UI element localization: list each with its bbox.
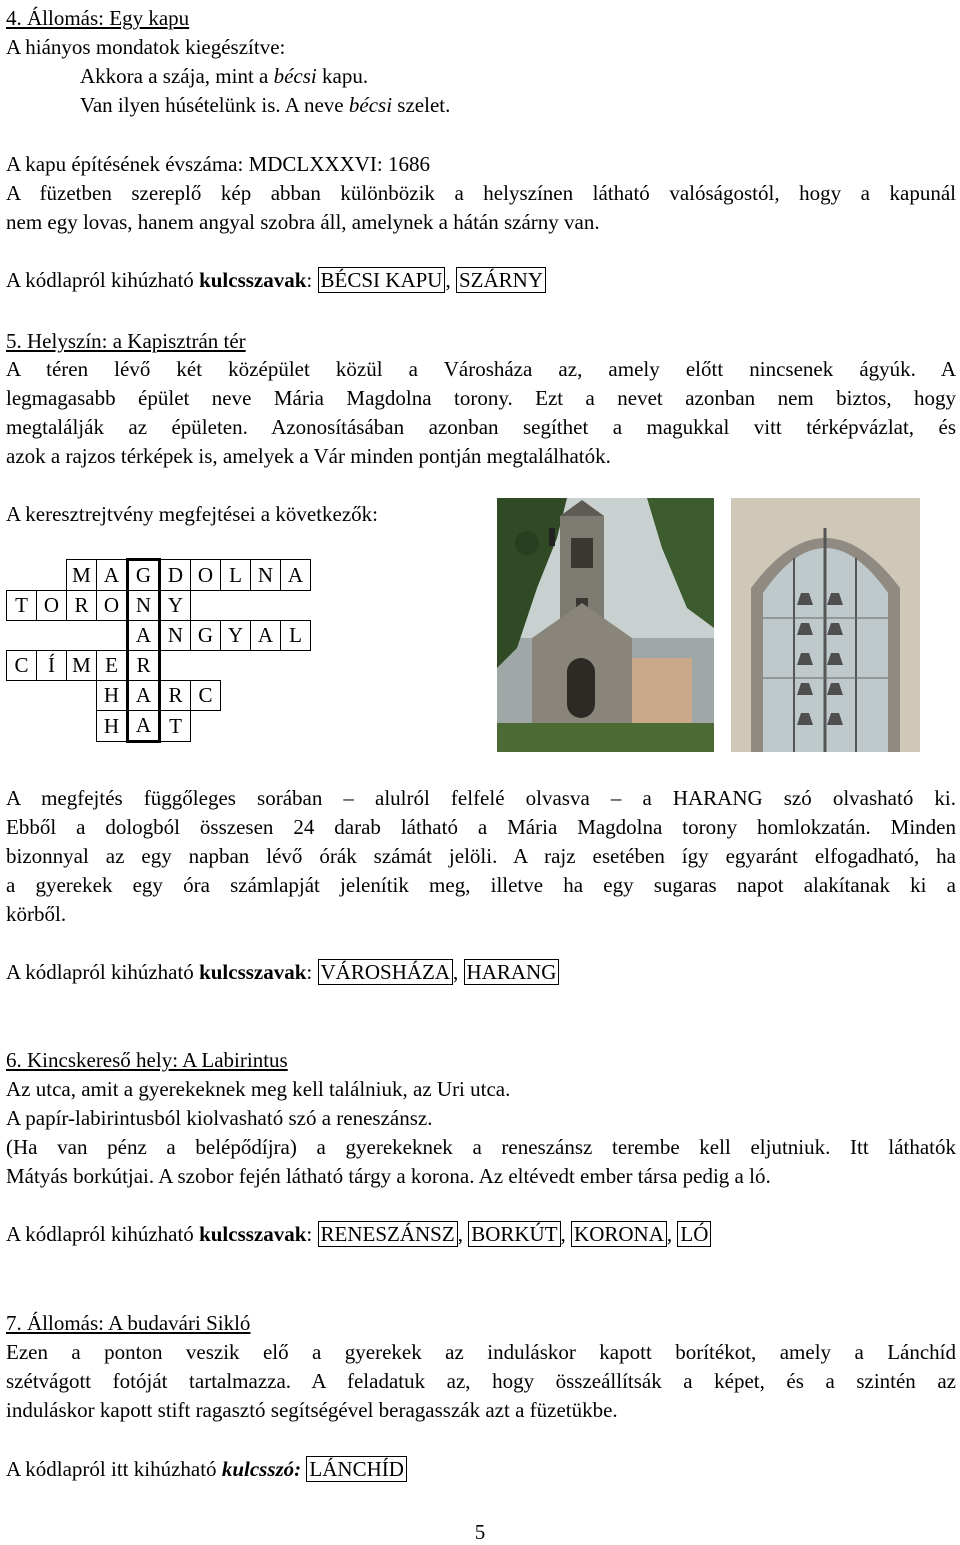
crossword-cell: N: [160, 621, 191, 651]
paragraph-line: szétvágott fotóját tartalmazza. A feladatuk az, hogy összeállítsák a képet, és a szintén az: [6, 1369, 956, 1393]
crossword-cell: O: [37, 591, 67, 621]
crossword-cell: O: [97, 591, 128, 621]
crossword-cell: R: [160, 681, 191, 711]
section-4-intro: A hiányos mondatok kiegészítve:: [6, 35, 286, 59]
crossword-empty: [37, 621, 67, 651]
crossword-empty: [37, 681, 67, 711]
paragraph-line: bizonnyal az egy napban lévő órák számát jelöli. A rajz esetében így egyaránt elfogadható, ha: [6, 844, 956, 868]
crossword-empty: [221, 591, 251, 621]
crossword-empty: [311, 681, 341, 711]
crossword-empty: [160, 651, 191, 681]
crossword-cell: R: [128, 651, 160, 681]
keyword-box: BORKÚT: [468, 1221, 560, 1247]
keyword-box: SZÁRNY: [456, 267, 546, 293]
crossword-empty: [97, 621, 128, 651]
crossword-empty: [191, 591, 221, 621]
section-6-title: 6. Kincskereső hely: A Labirintus: [6, 1048, 288, 1072]
crossword-cell: A: [128, 621, 160, 651]
crossword-cell: H: [97, 681, 128, 711]
crossword-cell: E: [97, 651, 128, 681]
crossword-empty: [251, 681, 281, 711]
keyword-box: VÁROSHÁZA: [318, 959, 454, 985]
crossword-cell: G: [191, 621, 221, 651]
keyword-box: KORONA: [571, 1221, 667, 1247]
crossword-cell: Í: [37, 651, 67, 681]
page-number: 5: [474, 1520, 486, 1544]
crossword-empty: [251, 711, 281, 742]
paragraph-line: megtalálják az épületen. Azonosításában azonban segíthet a magukkal vitt térképvázlat, és: [6, 415, 956, 439]
section-7-title: 7. Állomás: A budavári Sikló: [6, 1311, 251, 1335]
section-4-title: 4. Állomás: Egy kapu: [6, 6, 190, 30]
paragraph-line: nem egy lovas, hanem angyal szobra áll, amelynek a hátán szárny van.: [6, 210, 600, 234]
sentence-2: Van ilyen húsételünk is. A neve bécsi szelet.: [80, 93, 451, 117]
gate-year: A kapu építésének évszáma: MDCLXXXVI: 1686: [6, 152, 430, 176]
paragraph-line: legmagasabb épület neve Mária Magdolna torony. Ezt a nevet azonban nem biztos, hogy: [6, 386, 956, 410]
crossword-cell: C: [191, 681, 221, 711]
paragraph-line: Ezen a ponton veszik elő a gyerekek az induláskor kapott borítékot, amely a Lánchíd: [6, 1340, 956, 1364]
keywords-line: A kódlapról kihúzható kulcsszavak: VÁROSHÁZA , HARANG: [6, 958, 956, 986]
paragraph-line: Ebből a dologból összesen 24 darab látható a Mária Magdolna torony homlokzatán. Minden: [6, 815, 956, 839]
keyword-box: HARANG: [464, 959, 560, 985]
paragraph-line: a gyerekek egy óra számlapját jelenítik meg, illetve ha egy sugaras napot alakítanak ki a: [6, 873, 956, 897]
crossword-cell: L: [221, 560, 251, 591]
crossword-cell: O: [191, 560, 221, 591]
paragraph-line: Az utca, amit a gyerekeknek meg kell találniuk, az Uri utca.: [6, 1077, 511, 1101]
crossword-empty: [311, 651, 341, 681]
keyword-line: A kódlapról itt kihúzható kulcsszó: LÁNCHÍD: [6, 1455, 956, 1483]
crossword-empty: [67, 711, 97, 742]
crossword-empty: [251, 651, 281, 681]
paragraph-line: A füzetben szereplő kép abban különbözik a helyszínen látható valóságostól, hogy a kapunál: [6, 181, 956, 205]
keyword-box: BÉCSI KAPU: [318, 267, 446, 293]
crossword-cell: D: [160, 560, 191, 591]
crossword-empty: [281, 711, 311, 742]
crossword-row: [7, 651, 341, 681]
crossword-empty: [221, 711, 251, 742]
crossword-cell: Y: [221, 621, 251, 651]
paragraph-line: A téren lévő két középület közül a Városháza az, amely előtt nincsenek ágyúk. A: [6, 357, 956, 381]
keyword-box: LÁNCHÍD: [306, 1456, 407, 1482]
crossword-title: A keresztrejtvény megfejtései a következők:: [6, 502, 379, 526]
crossword-empty: [67, 681, 97, 711]
crossword-empty: [281, 681, 311, 711]
crossword-cell: A: [281, 560, 311, 591]
crossword-empty: [7, 711, 37, 742]
crossword-empty: [251, 591, 281, 621]
paragraph-line: A megfejtés függőleges sorában – alulról felfelé olvasva – a HARANG szó olvasható ki.: [6, 786, 956, 810]
crossword-cell: T: [160, 711, 191, 742]
crossword-empty: [7, 560, 37, 591]
crossword-empty: [281, 591, 311, 621]
crossword-empty: [191, 711, 221, 742]
crossword-cell: M: [67, 560, 97, 591]
crossword-row: [7, 681, 341, 711]
crossword-cell: A: [251, 621, 281, 651]
crossword-empty: [311, 560, 341, 591]
crossword-empty: [7, 621, 37, 651]
crossword-empty: [37, 711, 67, 742]
crossword-empty: [311, 591, 341, 621]
paragraph-line: körből.: [6, 902, 67, 926]
crossword-row: [7, 621, 341, 651]
crossword-cell: A: [128, 711, 160, 742]
crossword-cell: G: [128, 560, 160, 591]
crossword-cell: Y: [160, 591, 191, 621]
crossword-cell: A: [128, 681, 160, 711]
crossword-empty: [67, 621, 97, 651]
crossword-grid: [6, 558, 341, 743]
section-5-title: 5. Helyszín: a Kapisztrán tér: [6, 329, 246, 353]
crossword-cell: T: [7, 591, 37, 621]
crossword-empty: [311, 621, 341, 651]
paragraph-line: induláskor kapott stift ragasztó segítségével beragasszák azt a füzetükbe.: [6, 1398, 618, 1422]
sentence-1: Akkora a szája, mint a bécsi kapu.: [80, 64, 369, 88]
paragraph-line: Mátyás borkútjai. A szobor fején látható tárgy a korona. Az eltévedt ember társa pedig a ló.: [6, 1164, 771, 1188]
crossword-empty: [191, 651, 221, 681]
paragraph-line: A papír-labirintusból kiolvasható szó a reneszánsz.: [6, 1106, 433, 1130]
bell-window-photo: [731, 498, 920, 752]
crossword-cell: R: [67, 591, 97, 621]
crossword-row: [7, 560, 341, 591]
crossword-cell: N: [251, 560, 281, 591]
crossword-cell: C: [7, 651, 37, 681]
crossword-empty: [7, 681, 37, 711]
crossword-cell: H: [97, 711, 128, 742]
crossword-empty: [311, 711, 341, 742]
keyword-box: RENESZÁNSZ: [318, 1221, 458, 1247]
keywords-line: A kódlapról kihúzható kulcsszavak: BÉCSI KAPU , SZÁRNY: [6, 266, 956, 294]
crossword-cell: M: [67, 651, 97, 681]
crossword-empty: [37, 560, 67, 591]
keywords-line: A kódlapról kihúzható kulcsszavak: RENESZÁNSZ , BORKÚT , KORONA , LÓ: [6, 1220, 956, 1248]
paragraph-line: azok a rajzos térképek is, amelyek a Vár minden pontján megtalálhatók.: [6, 444, 611, 468]
crossword-cell: A: [97, 560, 128, 591]
church-tower-photo: [497, 498, 714, 752]
paragraph-line: (Ha van pénz a belépődíjra) a gyerekeknek a reneszánsz terembe kell eljutniuk. Itt láthatók: [6, 1135, 956, 1159]
crossword-row: [7, 591, 341, 621]
crossword-row: [7, 711, 341, 742]
crossword-cell: L: [281, 621, 311, 651]
crossword-empty: [221, 681, 251, 711]
crossword-empty: [221, 651, 251, 681]
keyword-box: LÓ: [677, 1221, 711, 1247]
crossword-empty: [281, 651, 311, 681]
crossword-cell: N: [128, 591, 160, 621]
